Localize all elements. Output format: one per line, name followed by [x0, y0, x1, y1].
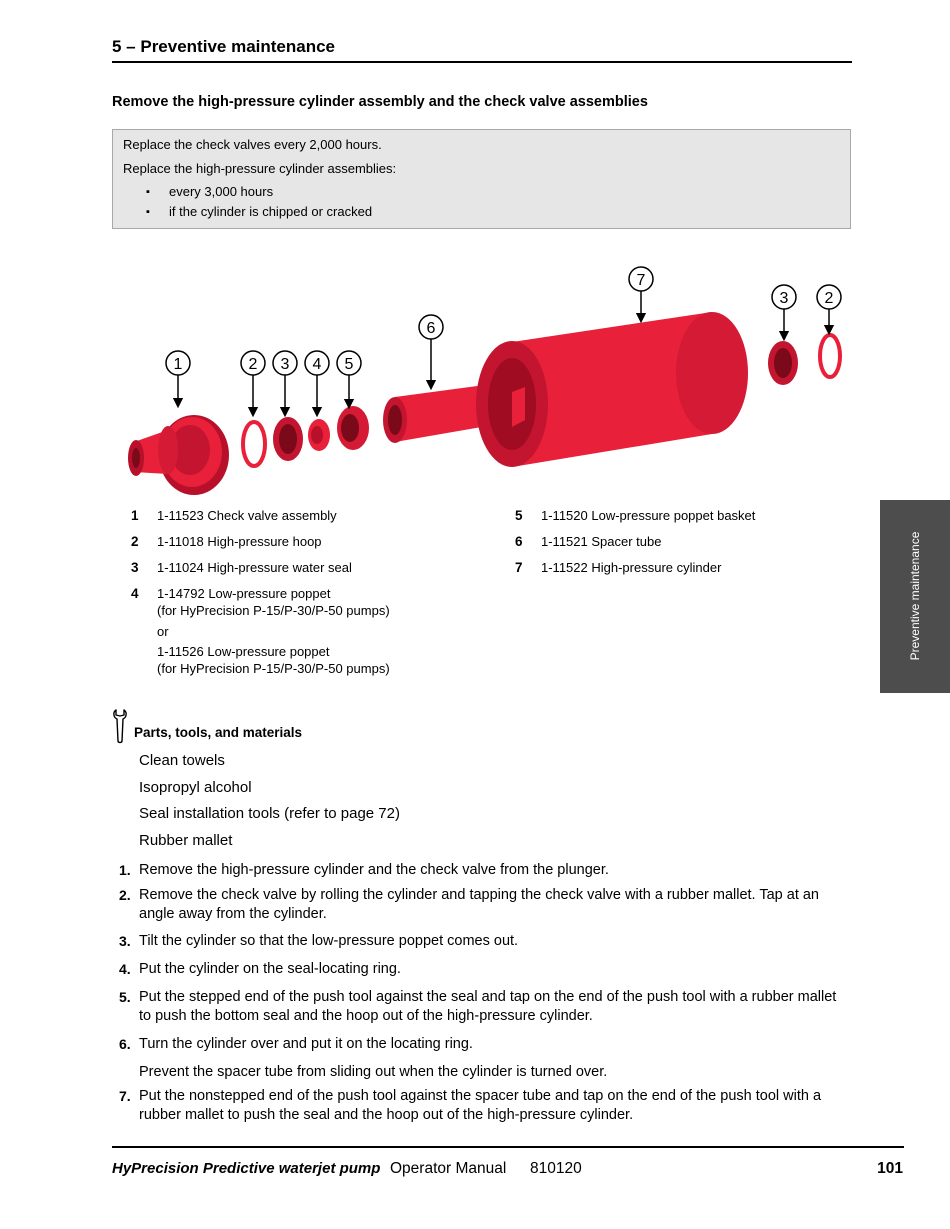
legend-number: 1 [131, 508, 139, 523]
legend-number: 4 [131, 586, 139, 601]
legend-text: (for HyPrecision P-15/P-30/P-50 pumps) [157, 603, 390, 618]
callout-3 [273, 351, 297, 412]
step-text: Put the nonstepped end of the push tool against the spacer tube and tap on the end of the push tool with a rubber mallet to push the seal and the hoop out of the high-pressure cylinder. [139, 1088, 822, 1123]
callout-1 [166, 351, 190, 403]
callout-5 [337, 351, 361, 404]
legend-text: 1-11521 Spacer tube [541, 534, 662, 549]
footer-manual-title: Operator Manual [390, 1160, 507, 1177]
legend-text: 1-11024 High-pressure water seal [157, 560, 352, 575]
part-high-pressure-hoop [243, 422, 265, 466]
legend-number: 6 [515, 534, 523, 549]
callout-label: 4 [312, 356, 322, 373]
chapter-side-tab[interactable] [880, 500, 950, 693]
step-number: 4. [119, 961, 131, 977]
part-water-seal-upper [768, 341, 798, 385]
step-text: Remove the high-pressure cylinder and the check valve from the plunger. [139, 862, 609, 878]
legend-number: 5 [515, 508, 523, 523]
callout-label: 3 [779, 290, 789, 307]
step-number: 5. [119, 989, 131, 1005]
legend-number: 2 [131, 534, 139, 549]
footer-rule [112, 1146, 904, 1148]
legend-text: 1-11526 Low-pressure poppet [157, 644, 330, 659]
tool-item: Isopropyl alcohol [139, 779, 252, 796]
note-bullet-text: if the cylinder is chipped or cracked [169, 204, 373, 219]
step-number: 6. [119, 1036, 131, 1052]
part-high-pressure-cylinder [476, 312, 748, 467]
part-poppet-basket [337, 406, 369, 450]
callout-6 [419, 315, 443, 385]
exploded-parts-diagram [112, 262, 852, 502]
tool-item: Clean towels [139, 752, 225, 769]
step-number: 1. [119, 862, 131, 878]
wrench-icon [112, 708, 130, 744]
header-rule [112, 61, 852, 63]
bullet-icon: ▪ [146, 186, 150, 198]
part-high-pressure-hoop-upper [820, 335, 840, 377]
page-header-title: 5 – Preventive maintenance [112, 37, 336, 56]
legend-text: 1-11018 High-pressure hoop [157, 534, 322, 549]
section-title: Remove the high-pressure cylinder assembly and the check valve assemblies [112, 94, 648, 110]
legend-text: 1-11520 Low-pressure poppet basket [541, 508, 756, 523]
step-number: 3. [119, 933, 131, 949]
note-bullet-text: every 3,000 hours [169, 184, 274, 199]
tools-title: Parts, tools, and materials [134, 725, 303, 740]
part-low-pressure-poppet [308, 419, 330, 451]
page-number: 101 [877, 1160, 903, 1177]
legend-text: 1-14792 Low-pressure poppet [157, 586, 331, 601]
part-check-valve-assembly [128, 415, 229, 495]
note-box [112, 129, 851, 229]
step-text: Remove the check valve by rolling the cylinder and tapping the check valve with a rubber mallet. Tap at an angle away from the cylinder. [139, 887, 819, 922]
step-text: Tilt the cylinder so that the low-pressure poppet comes out. [139, 933, 519, 949]
legend-text: (for HyPrecision P-15/P-30/P-50 pumps) [157, 661, 390, 676]
step-number: 2. [119, 887, 131, 903]
note-line: Replace the high-pressure cylinder assemblies: [123, 161, 397, 176]
legend-text: or [157, 624, 169, 639]
callout-3-upper [772, 285, 796, 336]
step-number: 7. [119, 1088, 131, 1104]
step-text: Put the stepped end of the push tool against the seal and tap on the end of the push tool with a rubber mallet to push the bottom seal and the hoop out of the high-pressure cylinder. [139, 989, 837, 1024]
bullet-icon: ▪ [146, 206, 150, 218]
tool-item: Rubber mallet [139, 832, 233, 849]
callout-2-upper [817, 285, 841, 330]
legend-number: 7 [515, 560, 523, 575]
callout-label: 7 [636, 272, 646, 289]
chapter-side-tab-label: Preventive maintenance [908, 531, 922, 661]
callout-label: 2 [824, 290, 834, 307]
legend-number: 3 [131, 560, 139, 575]
tool-item: Seal installation tools (refer to page 72) [139, 805, 400, 822]
footer-product-name: HyPrecision Predictive waterjet pump [112, 1160, 381, 1177]
footer-document-code: 810120 [530, 1160, 582, 1177]
callout-label: 6 [426, 320, 436, 337]
callout-label: 1 [173, 356, 183, 373]
part-water-seal [273, 417, 303, 461]
callout-2 [241, 351, 265, 412]
step-note-text: Prevent the spacer tube from sliding out when the cylinder is turned over. [139, 1064, 608, 1080]
note-line: Replace the check valves every 2,000 hours. [123, 137, 382, 152]
callout-4 [305, 351, 329, 412]
step-text: Turn the cylinder over and put it on the locating ring. [139, 1036, 473, 1052]
legend-text: 1-11523 Check valve assembly [157, 508, 337, 523]
callout-label: 3 [280, 356, 290, 373]
legend-text: 1-11522 High-pressure cylinder [541, 560, 722, 575]
callout-7 [629, 267, 653, 318]
step-text: Put the cylinder on the seal-locating ring. [139, 961, 401, 977]
callout-label: 5 [344, 356, 354, 373]
callout-label: 2 [248, 356, 258, 373]
